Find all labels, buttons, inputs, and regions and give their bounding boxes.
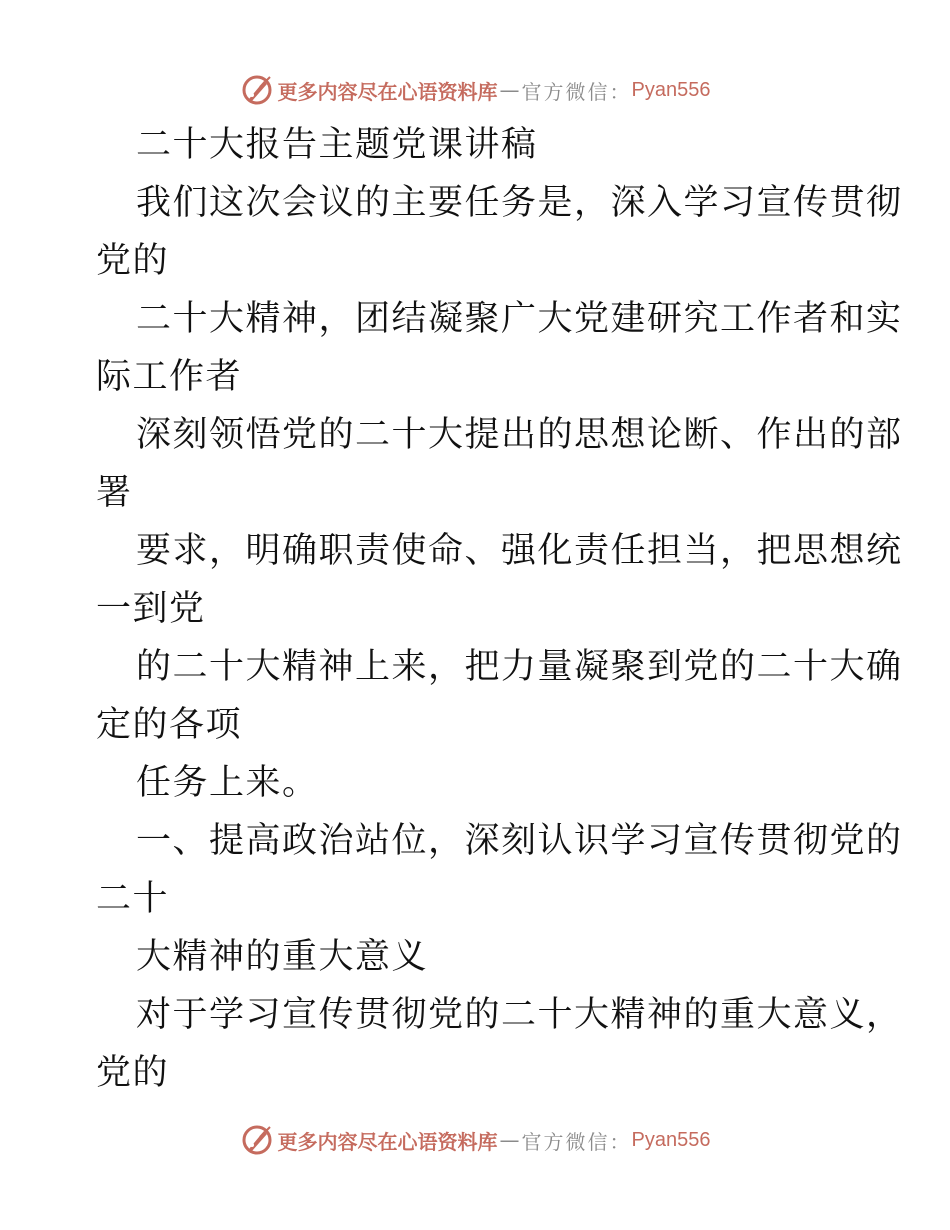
banner-wechat-label: 官方微信： [521, 79, 632, 104]
banner-separator: — [499, 1128, 520, 1152]
section-heading-continued: 大精神的重大意义 [136, 937, 429, 977]
text-line: 要求，明确职责使命、强化责任担当，把思想统 [136, 531, 903, 571]
text-line: 署 [96, 473, 133, 513]
text-line: 的二十大精神上来，把力量凝聚到党的二十大确 [136, 647, 903, 687]
banner-separator: — [499, 78, 520, 102]
text-line: 对于学习宣传贯彻党的二十大精神的重大意义， [136, 995, 903, 1035]
banner-wechat-label: 官方微信： [521, 1129, 632, 1154]
text-line: 党的 [96, 241, 170, 281]
document-title: 二十大报告主题党课讲稿 [136, 125, 538, 165]
banner-wechat-id: Pyan556 [631, 78, 711, 101]
section-heading: 一、提高政治站位，深刻认识学习宣传贯彻党的 [136, 821, 903, 861]
text-line: 定的各项 [96, 705, 243, 745]
text-line: 一到党 [96, 589, 206, 629]
banner-brand-text: 更多内容尽在心语资料库 [277, 1129, 498, 1154]
section-heading-continued: 二十 [96, 879, 170, 919]
quill-seal-icon [240, 1123, 274, 1157]
text-line: 任务上来。 [136, 763, 319, 803]
banner-brand-text: 更多内容尽在心语资料库 [277, 79, 498, 104]
banner-wechat-id: Pyan556 [631, 1128, 711, 1151]
text-line: 我们这次会议的主要任务是，深入学习宣传贯彻 [136, 183, 903, 223]
text-line: 深刻领悟党的二十大提出的思想论断、作出的部 [136, 415, 903, 455]
quill-seal-icon [240, 73, 274, 107]
text-line: 际工作者 [96, 357, 243, 397]
text-line: 党的 [96, 1053, 170, 1093]
footer-banner [0, 1120, 950, 1160]
document-body [96, 116, 903, 1102]
header-banner [0, 70, 950, 110]
text-line: 二十大精神，团结凝聚广大党建研究工作者和实 [136, 299, 903, 339]
